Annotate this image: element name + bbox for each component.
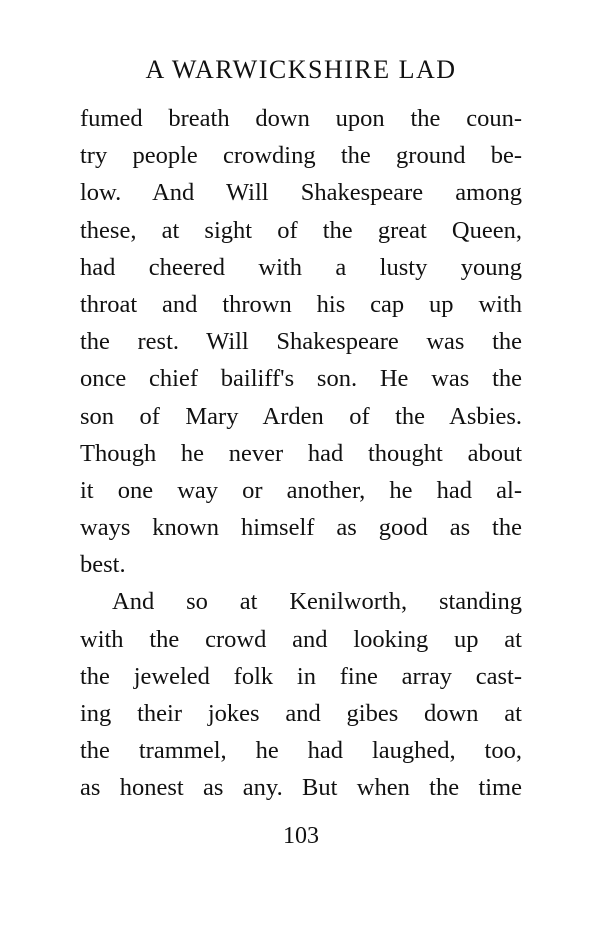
paragraph-first-line: And so at Kenilworth, standing: [112, 588, 522, 616]
text-line: once chief bailiff's son. He was the: [80, 365, 522, 393]
text-line: had cheered with a lusty young: [80, 253, 522, 281]
page-number: 103: [283, 823, 319, 849]
text-line: the jeweled folk in fine array cast-: [80, 662, 522, 690]
text-line: as honest as any. But when the time: [80, 774, 522, 802]
text-line: fumed breath down upon the coun-: [80, 105, 522, 132]
text-line: son of Mary Arden of the Asbies.: [80, 402, 522, 430]
body-text: [80, 100, 522, 807]
text-line: Though he never had thought about: [80, 439, 522, 467]
text-line: the trammel, he had laughed, too,: [80, 737, 522, 765]
text-line: ways known himself as good as the: [80, 514, 522, 542]
running-head: A WARWICKSHIRE LAD: [145, 55, 457, 84]
text-line: ing their jokes and gibes down at: [80, 700, 522, 727]
text-line: the rest. Will Shakespeare was the: [80, 328, 522, 356]
paragraph-end-line: best.: [80, 551, 126, 579]
text-line: it one way or another, he had al-: [80, 476, 522, 504]
text-line: try people crowding the ground be-: [80, 142, 522, 170]
text-line: throat and thrown his cap up with: [80, 290, 522, 318]
text-line: with the crowd and looking up at: [80, 625, 522, 653]
text-line: low. And Will Shakespeare among: [80, 179, 522, 207]
text-line: these, at sight of the great Queen,: [80, 216, 522, 244]
